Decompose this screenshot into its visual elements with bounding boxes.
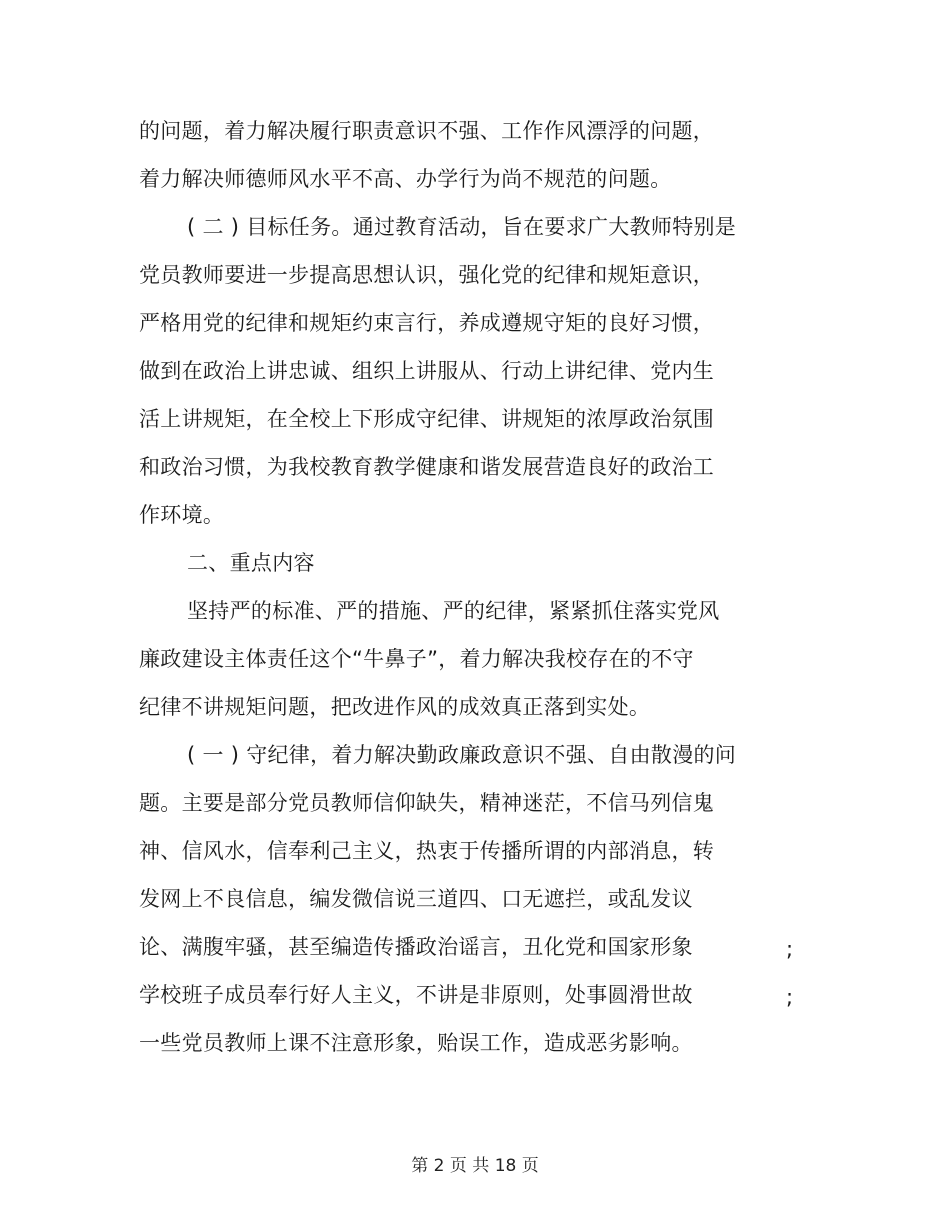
body-line: 党员教师要进一步提高思想认识，强化党的纪律和规矩意识， [139,263,715,287]
semicolon-mark: ; [786,985,794,1009]
body-line: 题。主要是部分党员教师信仰缺失，精神迷茫，不信马列信鬼 [139,791,715,815]
body-line: 纪律不讲规矩问题，把改进作风的成效真正落到实处。 [139,695,651,719]
page-number-footer: 第 2 页 共 18 页 [411,1156,539,1176]
body-line: 严格用党的纪律和规矩约束言行，养成遵规守矩的良好习惯， [139,311,715,335]
body-line: 论、满腹牢骚，甚至编造传播政治谣言，丑化党和国家形象 [139,935,693,959]
body-line: 着力解决师德师风水平不高、办学行为尚不规范的问题。 [139,167,672,191]
body-line: 学校班子成员奉行好人主义，不讲是非原则，处事圆滑世故 [139,983,693,1007]
body-line: 活上讲规矩，在全校上下形成守纪律、讲规矩的浓厚政治氛围 [139,407,715,431]
body-line: 的问题，着力解决履行职责意识不强、工作作风漂浮的问题， [139,119,715,143]
body-line: 坚持严的标准、严的措施、严的纪律，紧紧抓住落实党风 [187,599,720,623]
body-line: 一些党员教师上课不注意形象，贻误工作，造成恶劣影响。 [139,1031,693,1055]
body-line: 神、信风水，信奉利己主义，热衷于传播所谓的内部消息，转 [139,839,715,863]
body-line: ( 二 ) 目标任务。通过教育活动，旨在要求广大教师特别是 [187,215,737,239]
body-line: 和政治习惯，为我校教育教学健康和谐发展营造良好的政治工 [139,455,715,479]
body-line: 做到在政治上讲忠诚、组织上讲服从、行动上讲纪律、党内生 [139,359,715,383]
body-line: ( 一 ) 守纪律，着力解决勤政廉政意识不强、自由散漫的问 [187,743,737,767]
body-line: 发网上不良信息，编发微信说三道四、口无遮拦，或乱发议 [139,887,693,911]
semicolon-mark: ; [786,937,794,961]
section-heading: 二、重点内容 [187,551,315,575]
body-line: 廉政建设主体责任这个“牛鼻子”，着力解决我校存在的不守 [139,647,694,671]
body-line: 作环境。 [139,503,225,527]
